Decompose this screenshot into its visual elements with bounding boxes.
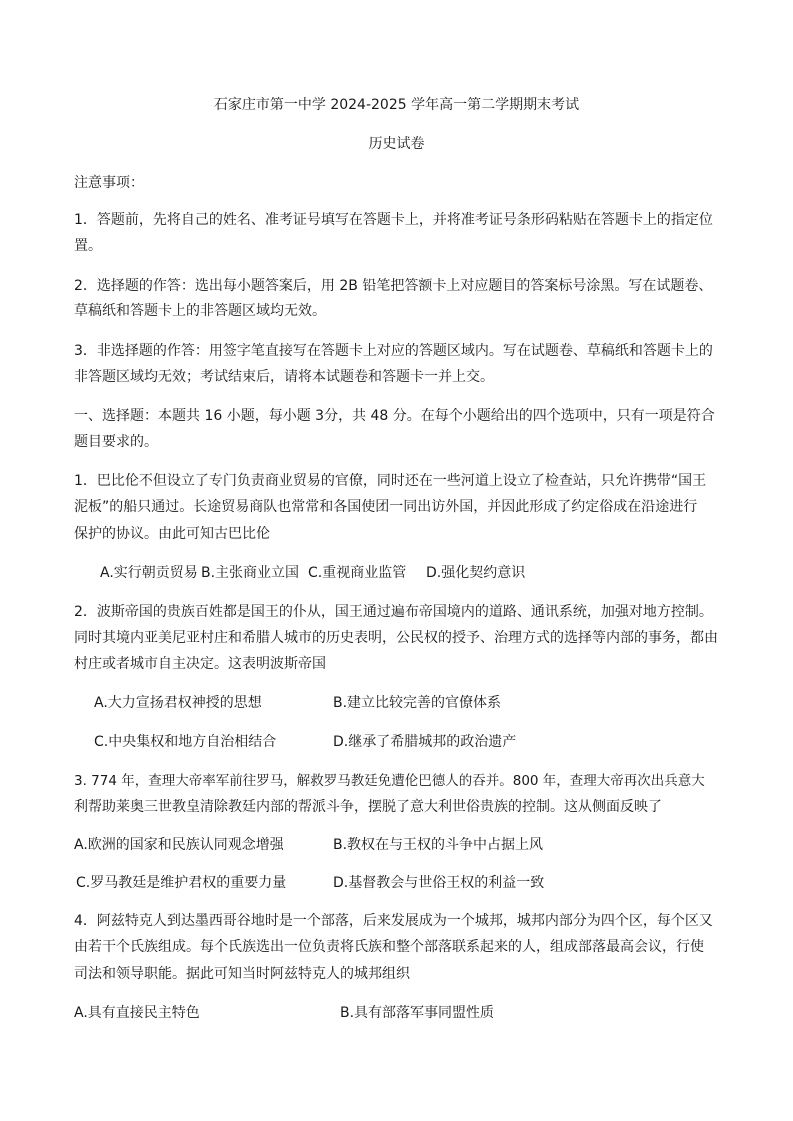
question-3-line-1: 3. 774 年，查理大帝率军前往罗马，解救罗马教廷免遭伦巴德人的吞并。800 年，查理大帝再次出兵意大 [74, 773, 705, 789]
question-1-line-1: 1．巴比伦不但设立了专门负责商业贸易的官僚，同时还在一些河道上设立了检查站，只允许携带“国王 [74, 473, 707, 489]
question-2-line-3: 村庄或者城市自主决定。这表明波斯帝国 [74, 656, 326, 672]
question-4-line-2: 由若干个氏族组成。每个氏族选出一位负责将氏族和整个部落联系起来的人，组成部落最高会议，行使 [74, 939, 704, 955]
question-3-option-c[interactable]: C.罗马教廷是维护君权的重要力量 [76, 875, 287, 891]
question-1-option-b[interactable]: B.主张商业立国 [201, 565, 300, 581]
question-2-line-1: 2．波斯帝国的贵族百姓都是国王的仆从，国王通过遍布帝国境内的道路、通讯系统，加强对地方控制。 [74, 604, 713, 620]
question-1-option-a[interactable]: A.实行朝贡贸易 [100, 565, 198, 581]
notice-item-1-line-2: 置。 [74, 238, 102, 254]
question-4-option-a[interactable]: A.具有直接民主特色 [74, 1005, 200, 1021]
notice-item-1-line-1: 1．答题前，先将自己的姓名、准考证号填写在答题卡上，并将准考证号条形码粘贴在答题卡上的指定位 [74, 212, 713, 228]
question-3-option-d[interactable]: D.基督教会与世俗王权的利益一致 [333, 875, 545, 891]
question-2-line-2: 同时其境内亚美尼亚村庄和希腊人城市的历史表明，公民权的授予、治理方式的选择等内部的事务，都由 [74, 630, 718, 646]
question-2-option-c[interactable]: C.中央集权和地方自治相结合 [94, 734, 277, 750]
exam-title: 石家庄市第一中学 2024-2025 学年高一第二学期期末考试 [213, 97, 580, 113]
question-1-option-d[interactable]: D.强化契约意识 [426, 565, 526, 581]
notice-item-3-line-1: 3．非选择题的作答：用签字笔直接写在答题卡上对应的答题区域内。写在试题卷、草稿纸和答题卡上的 [74, 343, 713, 359]
notice-item-2-line-1: 2．选择题的作答：选出每小题答案后，用 2B 铅笔把答额卡上对应题目的答案标号涂黑。写在试题卷、 [74, 278, 713, 294]
question-4-option-b[interactable]: B.具有部落军事同盟性质 [340, 1005, 495, 1021]
question-2-option-b[interactable]: B.建立比较完善的官僚体系 [333, 695, 502, 711]
notice-item-3-line-2: 非答题区域均无效；考试结束后，请将本试题卷和答题卡一并上交。 [74, 369, 494, 385]
question-2-option-d[interactable]: D.继承了希腊城邦的政治遗产 [333, 734, 517, 750]
question-1-line-2: 泥板”的船只通过。长途贸易商队也常常和各国使团一同出访外国，并因此形成了约定俗成在沿途进行 [74, 499, 698, 515]
question-2-option-a[interactable]: A.大力宣扬君权神授的思想 [94, 695, 262, 711]
question-3-option-b[interactable]: B.教权在与王权的斗争中占据上风 [333, 837, 544, 853]
question-3-line-2: 利帮助莱奥三世教皇清除教廷内部的帮派斗争，摆脱了意大利世俗贵族的控制。这从侧面反映了 [74, 799, 662, 815]
question-3-option-a[interactable]: A.欧洲的国家和民族认同观念增强 [74, 837, 284, 853]
question-1-line-3: 保护的协议。由此可知古巴比伦 [74, 526, 270, 542]
notice-item-2-line-2: 草稿纸和答题卡上的非答题区域均无效。 [74, 303, 326, 319]
section-heading-line-2: 题目要求的。 [74, 434, 158, 450]
question-4-line-1: 4．阿兹特克人到达墨西哥谷地时是一个部落，后来发展成为一个城邦，城邦内部分为四个区，每个区又 [74, 913, 713, 929]
notice-heading: 注意事项： [74, 175, 144, 191]
question-4-line-3: 司法和领导职能。据此可知当时阿兹特克人的城邦组织 [74, 966, 410, 982]
exam-subtitle: 历史试卷 [368, 136, 425, 152]
section-heading-line-1: 一、选择题：本题共 16 小题，每小题 3分，共 48 分。在每个小题给出的四个选项中，只有一项是符合 [74, 408, 715, 424]
question-1-option-c[interactable]: C.重视商业监管 [308, 565, 407, 581]
